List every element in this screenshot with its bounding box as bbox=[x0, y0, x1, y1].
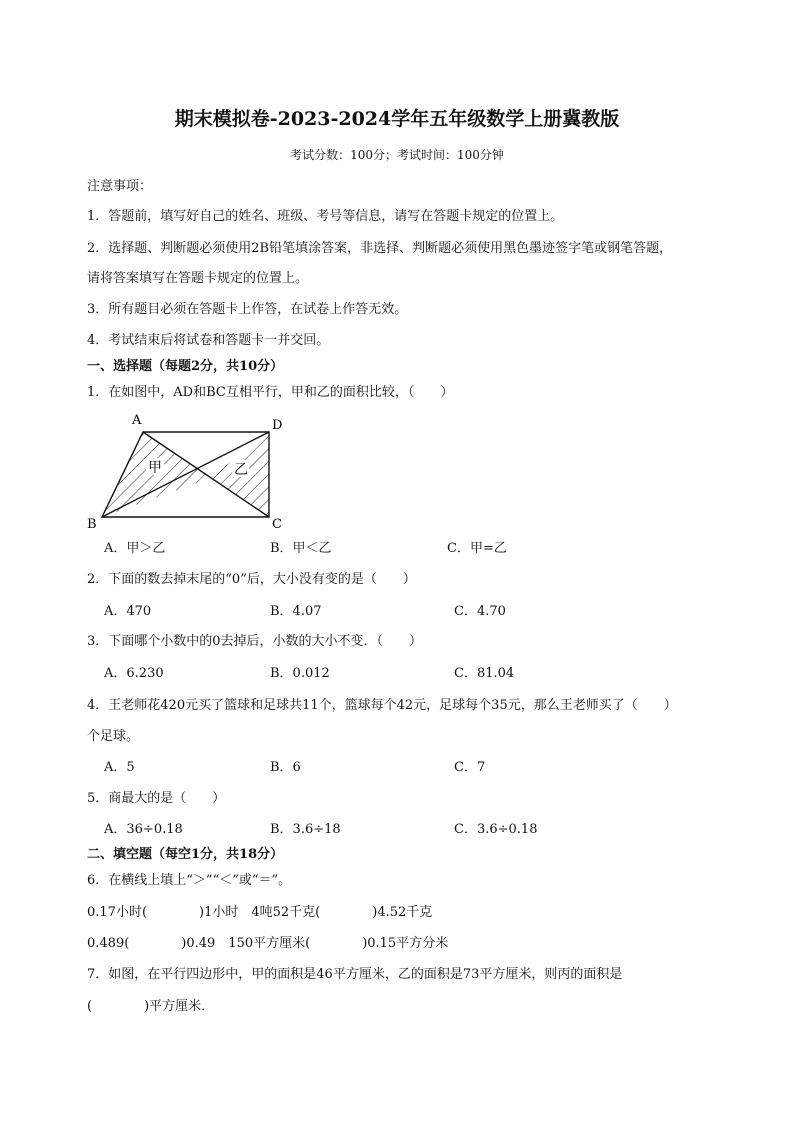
question-3-option-b: B．0.012 bbox=[270, 666, 330, 681]
question-5-stem: 5．商最大的是（ ） bbox=[87, 791, 226, 806]
question-1-option-b: B．甲＜乙 bbox=[270, 541, 332, 556]
notice-item-3: 3．所有题目必须在答题卡上作答，在试卷上作答无效。 bbox=[87, 302, 408, 317]
question-3-stem: 3．下面哪个小数中的0去掉后，小数的大小不变．（ ） bbox=[87, 634, 423, 649]
question-1-option-c: C．甲=乙 bbox=[447, 541, 507, 556]
question-2-option-b: B．4.07 bbox=[270, 604, 322, 619]
label-yi: 乙 bbox=[234, 462, 248, 478]
question-6-row-1: 0.17小时( )1小时 4吨52千克( )4.52千克 bbox=[87, 905, 433, 920]
question-6-row-2: 0.489( )0.49 150平方厘米( )0.15平方分米 bbox=[87, 936, 449, 951]
question-2-stem: 2．下面的数去掉末尾的“0”后，大小没有变的是（ ） bbox=[87, 572, 416, 587]
question-2-option-c: C．4.70 bbox=[454, 604, 506, 619]
question-5-option-b: B．3.6÷18 bbox=[270, 822, 341, 837]
question-4-option-a: A．5 bbox=[104, 760, 135, 775]
question-1-stem: 1．在如图中，AD和BC互相平行，甲和乙的面积比较，（ ） bbox=[87, 385, 454, 400]
question-6-stem: 6．在横线上填上“＞”“＜”或“＝”。 bbox=[87, 873, 292, 888]
notice-item-2-cont: 请将答案填写在答题卡规定的位置上。 bbox=[87, 271, 309, 286]
notice-item-2: 2．选择题、判断题必须使用2B铅笔填涂答案，非选择、判断题必须使用黑色墨迹签字笔或钢笔答题， bbox=[87, 241, 673, 256]
label-c: C bbox=[272, 517, 282, 532]
label-jia: 甲 bbox=[148, 460, 162, 476]
question-5-option-a: A．36÷0.18 bbox=[104, 822, 183, 837]
label-b: B bbox=[87, 517, 97, 532]
question-1-option-a: A．甲＞乙 bbox=[104, 541, 166, 556]
section-2-heading: 二、填空题（每空1分，共18分） bbox=[87, 847, 284, 862]
question-5-option-c: C．3.6÷0.18 bbox=[454, 822, 538, 837]
question-3-option-c: C．81.04 bbox=[454, 666, 515, 681]
section-1-heading: 一、选择题（每题2分，共10分） bbox=[87, 359, 284, 374]
label-a: A bbox=[132, 413, 142, 428]
notice-item-1: 1．答题前，填写好自己的姓名、班级、考号等信息，请写在答题卡规定的位置上。 bbox=[87, 209, 564, 224]
question-3-option-a: A．6.230 bbox=[104, 666, 164, 681]
question-4-stem-cont: 个足球。 bbox=[87, 729, 140, 744]
question-4-option-c: C．7 bbox=[454, 760, 486, 775]
notice-heading: 注意事项： bbox=[87, 179, 153, 194]
notice-item-4: 4．考试结束后将试卷和答题卡一并交回。 bbox=[87, 333, 330, 348]
label-d: D bbox=[272, 418, 283, 433]
question-2-option-a: A．470 bbox=[104, 604, 152, 619]
question-7-stem: 7．如图，在平行四边形中，甲的面积是46平方厘米，乙的面积是73平方厘米，则丙的面积是 bbox=[87, 967, 623, 982]
question-7-stem-cont: ( )平方厘米． bbox=[87, 999, 215, 1014]
exam-info: 考试分数：100分；考试时间：100分钟 bbox=[290, 148, 504, 162]
trapezoid-diagram bbox=[80, 408, 300, 536]
page-title: 期末模拟卷-2023-2024学年五年级数学上册冀教版 bbox=[174, 108, 620, 130]
question-4-option-b: B．6 bbox=[270, 760, 301, 775]
question-4-stem: 4．王老师花420元买了篮球和足球共11个，篮球每个42元，足球每个35元，那么王老师买了（ ） bbox=[87, 698, 677, 713]
